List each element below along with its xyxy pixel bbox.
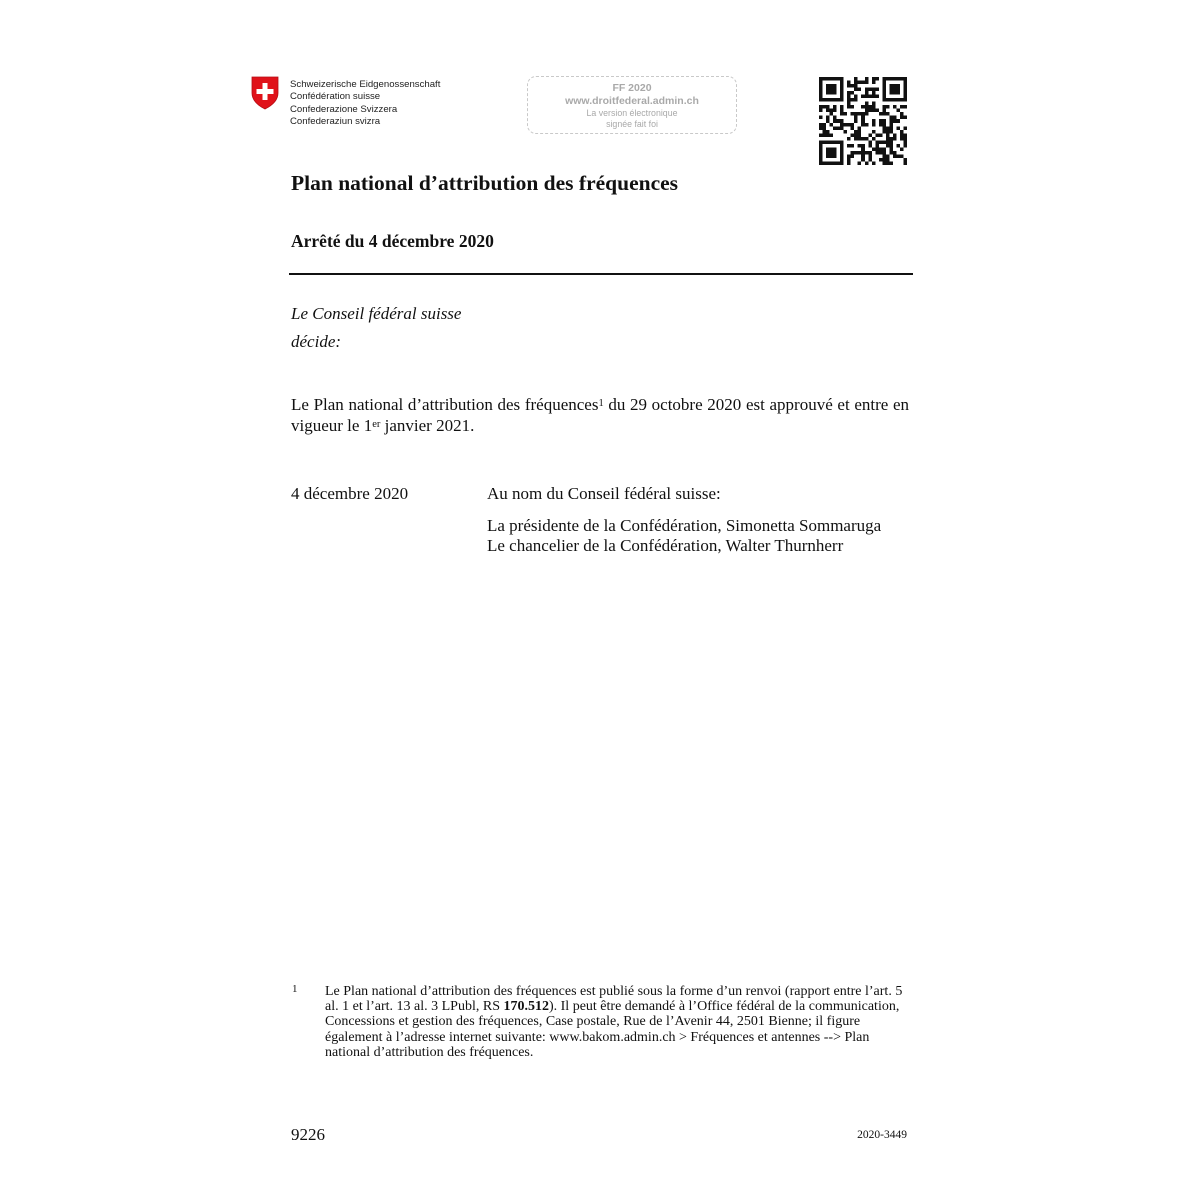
- document-number: 2020-3449: [857, 1129, 907, 1141]
- stamp-line-version: La version électronique: [586, 108, 678, 118]
- stamp-line-authority: signée fait foi: [606, 118, 658, 129]
- stamp-line-url: www.droitfederal.admin.ch: [565, 95, 699, 107]
- official-publication-stamp: [527, 76, 737, 134]
- signature-date: 4 décembre 2020: [291, 484, 409, 503]
- confederation-name-de: Schweizerische Eidgenossenschaft: [290, 79, 441, 90]
- decision-text-part1: Le Plan national d’attribution des fréquences: [291, 395, 599, 414]
- stamp-line-ff: FF 2020: [612, 82, 652, 94]
- ordinal-suffix: er: [372, 418, 381, 430]
- footnote-text-after: ). Il peut être demandé à l’Office fédéral de la communication, Concessions et gestion des fréquences, Case postale, Rue de l’Avenir 44, 2501 Bienne; il figure également à l’adresse internet suivante: www.bakom.admin.ch > Fréquences et antennes --> Plan national d’attribution des fréquences.: [325, 999, 900, 1060]
- confederation-names: [290, 79, 440, 129]
- signatory-president: La présidente de la Confédération, Simonetta Sommaruga: [487, 516, 882, 535]
- title-divider: [289, 273, 913, 275]
- preamble-issuer: Le Conseil fédéral suisse: [291, 304, 462, 323]
- document-title: Plan national d’attribution des fréquences: [291, 171, 679, 195]
- confederation-name-it: Confederazione Svizzera: [290, 103, 398, 115]
- qr-code-icon: [819, 77, 907, 165]
- swiss-coat-of-arms-icon: [251, 76, 279, 110]
- footnote-text-before: Le Plan national d’attribution des fréquences est publié sous la forme d’un renvoi (rapport entre l’art. 5 al. 1 et l’art. 13 al. 3 LPubl, RS: [325, 984, 903, 1015]
- qr-code-modules: [819, 77, 907, 165]
- footnote-number: 1: [292, 983, 298, 995]
- decision-paragraph: [291, 395, 909, 436]
- footnote-rs-number: 170.512: [503, 999, 549, 1015]
- page-number: 9226: [291, 1125, 325, 1144]
- footnote-reference[interactable]: 1: [598, 398, 604, 409]
- decision-text-part2: du 29 octobre 2020 est approuvé et entre en vigueur le 1: [291, 395, 909, 435]
- signatory-chancellor: Le chancelier de la Confédération, Walter Thurnherr: [487, 536, 844, 555]
- decision-text-part3: janvier 2021.: [380, 415, 475, 435]
- preamble-verb: décide:: [291, 332, 342, 351]
- confederation-name-fr: Confédération suisse: [290, 91, 381, 103]
- decree-date-subtitle: Arrêté du 4 décembre 2020: [291, 231, 494, 251]
- confederation-name-rm: Confederaziun svizra: [290, 116, 381, 128]
- on-behalf-line: Au nom du Conseil fédéral suisse:: [487, 484, 721, 503]
- footnote-text: [325, 984, 911, 1060]
